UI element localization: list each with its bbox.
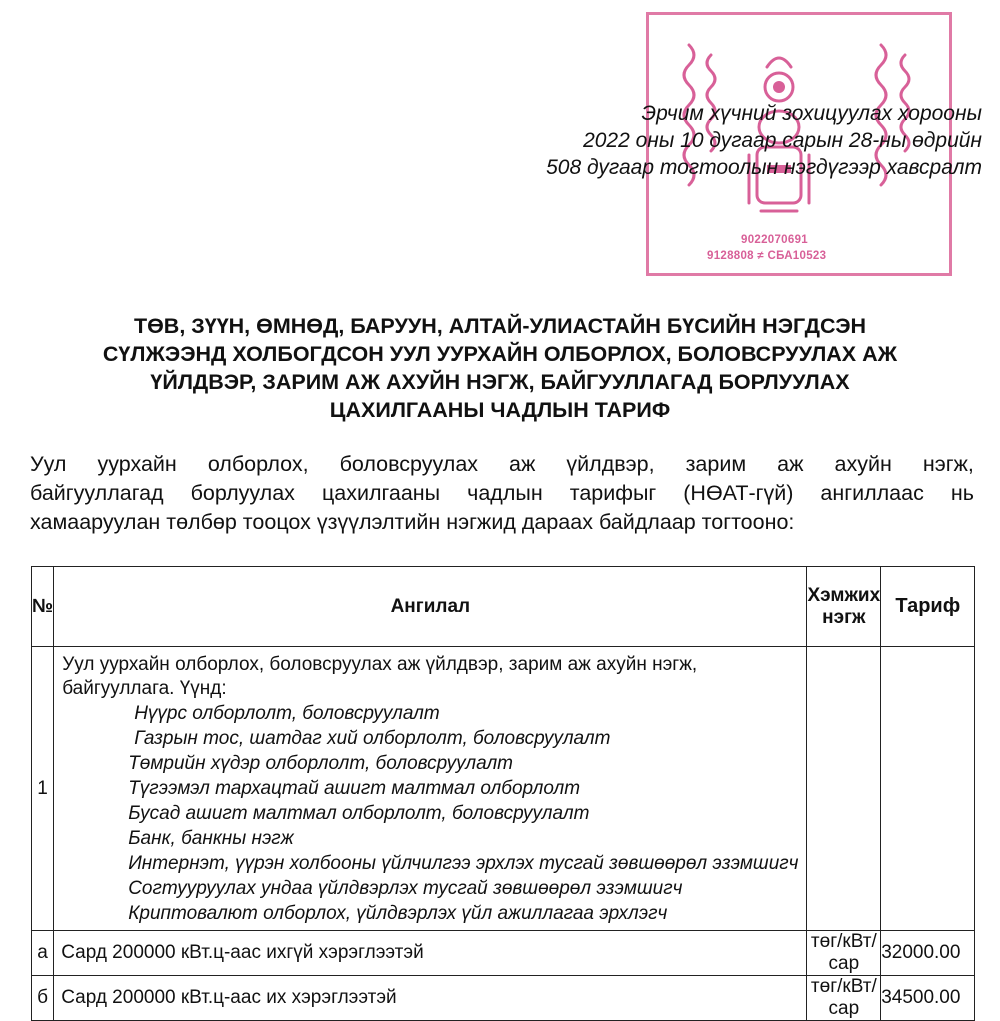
intro-line-1 [30,450,974,479]
intro-word: зарим [685,452,747,476]
list-item: Нүүрс олборлолт, боловсруулалт [134,703,440,724]
list-item: Төмрийн хүдэр олборлолт, боловсруулалт [128,753,513,774]
intro-word: олборлох, [207,452,309,476]
unit-cell-empty [807,647,881,931]
row-number: 1 [32,647,54,931]
header-unit [807,567,881,647]
intro-line-2 [30,479,974,508]
intro-word: уурхайн [97,452,177,476]
tariff-cell: 34500.00 [881,976,975,1021]
intro-word: цахилгааны [321,481,441,505]
intro-word: үйлдвэр, [566,452,655,476]
title-line: ҮЙЛДВЭР, ЗАРИМ АЖ АХУЙН НЭГЖ, БАЙГУУЛЛАГАД БОРЛУУЛАХ [150,370,850,394]
header-line: 2022 оны 10 дугаар сарын 28-ны өдрийн [583,129,982,152]
stamp-number-1: 9022070691 [741,234,808,246]
title-line: ТӨВ, ЗҮҮН, ӨМНӨД, БАРУУН, АЛТАЙ-УЛИАСТАЙН БҮСИЙН НЭГДСЭН [133,314,867,338]
intro-word: аж [509,452,536,476]
unit-cell: төг/кВт/сар [807,976,881,1021]
intro-word: борлуулах [190,481,295,505]
tariff-cell-empty [881,647,975,931]
list-item: Согтууруулах ундаа үйлдвэрлэх тусгай зөвшөөрөл эзэмшигч [128,878,683,899]
intro-word: (НӨАТ-гүй) [683,481,794,505]
intro-word: нь [950,481,974,505]
category-cell: Сард 200000 кВт.ц-аас ихгүй хэрэглээтэй [54,931,807,976]
table-row [32,647,975,931]
header-unit-line: Хэмжих [807,584,881,606]
header-line: 508 дугаар тогтоолын нэгдүгээр хавсралт [546,156,982,179]
category-lead [62,653,798,701]
intro-word: боловсруулах [339,452,479,476]
row-number: а [32,931,54,976]
intro-paragraph [30,450,974,537]
list-item: Бусад ашигт малтмал олборлолт, боловсруулалт [128,803,590,824]
intro-word: Уул [30,452,67,476]
table-row [32,931,975,976]
header-category: Ангилал [54,567,807,647]
intro-word: ангиллаас [820,481,924,505]
intro-word: тарифыг [569,481,657,505]
category-cell: Сард 200000 кВт.ц-аас их хэрэглээтэй [54,976,807,1021]
header-tariff: Тариф [881,567,975,647]
title-line: ЦАХИЛГААНЫ ЧАДЛЫН ТАРИФ [329,398,671,422]
intro-line-3: хамааруулан төлбөр тооцох үзүүлэлтийн нэгжид дараах байдлаар тогтооно: [30,510,795,534]
document-title [30,312,970,424]
stamp-number-2: 9128808 ≠ СБА10523 [707,250,827,262]
tariff-cell: 32000.00 [881,931,975,976]
table-row [32,976,975,1021]
intro-word: нэгж, [922,452,974,476]
category-cell [54,647,807,931]
intro-word: ахуйн [834,452,892,476]
category-lead-line: байгууллага. Үүнд: [62,678,227,699]
list-item: Банк, банкны нэгж [128,828,294,849]
list-item: Газрын тос, шатдаг хий олборлолт, боловсруулалт [134,728,611,749]
intro-word: чадлын [467,481,543,505]
row-number: б [32,976,54,1021]
list-item: Криптовалют олборлох, үйлдвэрлэх үйл ажиллагаа эрхлэгч [128,903,668,924]
intro-word: байгууллагад [30,481,164,505]
category-item-list [62,701,798,926]
annex-header [546,100,982,181]
list-item: Интернэт, үүрэн холбооны үйлчилгээ эрхлэх тусгай зөвшөөрөл эзэмшигч [128,853,799,874]
list-item: Түгээмэл тархацтай ашигт малтмал олборлолт [128,778,581,799]
header-no: № [32,567,54,647]
unit-cell: төг/кВт/сар [807,931,881,976]
header-line: Эрчим хүчний зохицуулах хорооны [641,102,982,125]
title-line: СҮЛЖЭЭНД ХОЛБОГДСОН УУЛ УУРХАЙН ОЛБОРЛОХ, БОЛОВСРУУЛАХ АЖ [102,342,898,366]
category-lead-line: Уул уурхайн олборлох, боловсруулах аж үйлдвэр, зарим аж ахуйн нэгж, [62,654,698,675]
table-header-row [32,567,975,647]
tariff-table [31,566,975,1021]
intro-word: аж [777,452,804,476]
header-unit-line: нэгж [822,606,866,628]
